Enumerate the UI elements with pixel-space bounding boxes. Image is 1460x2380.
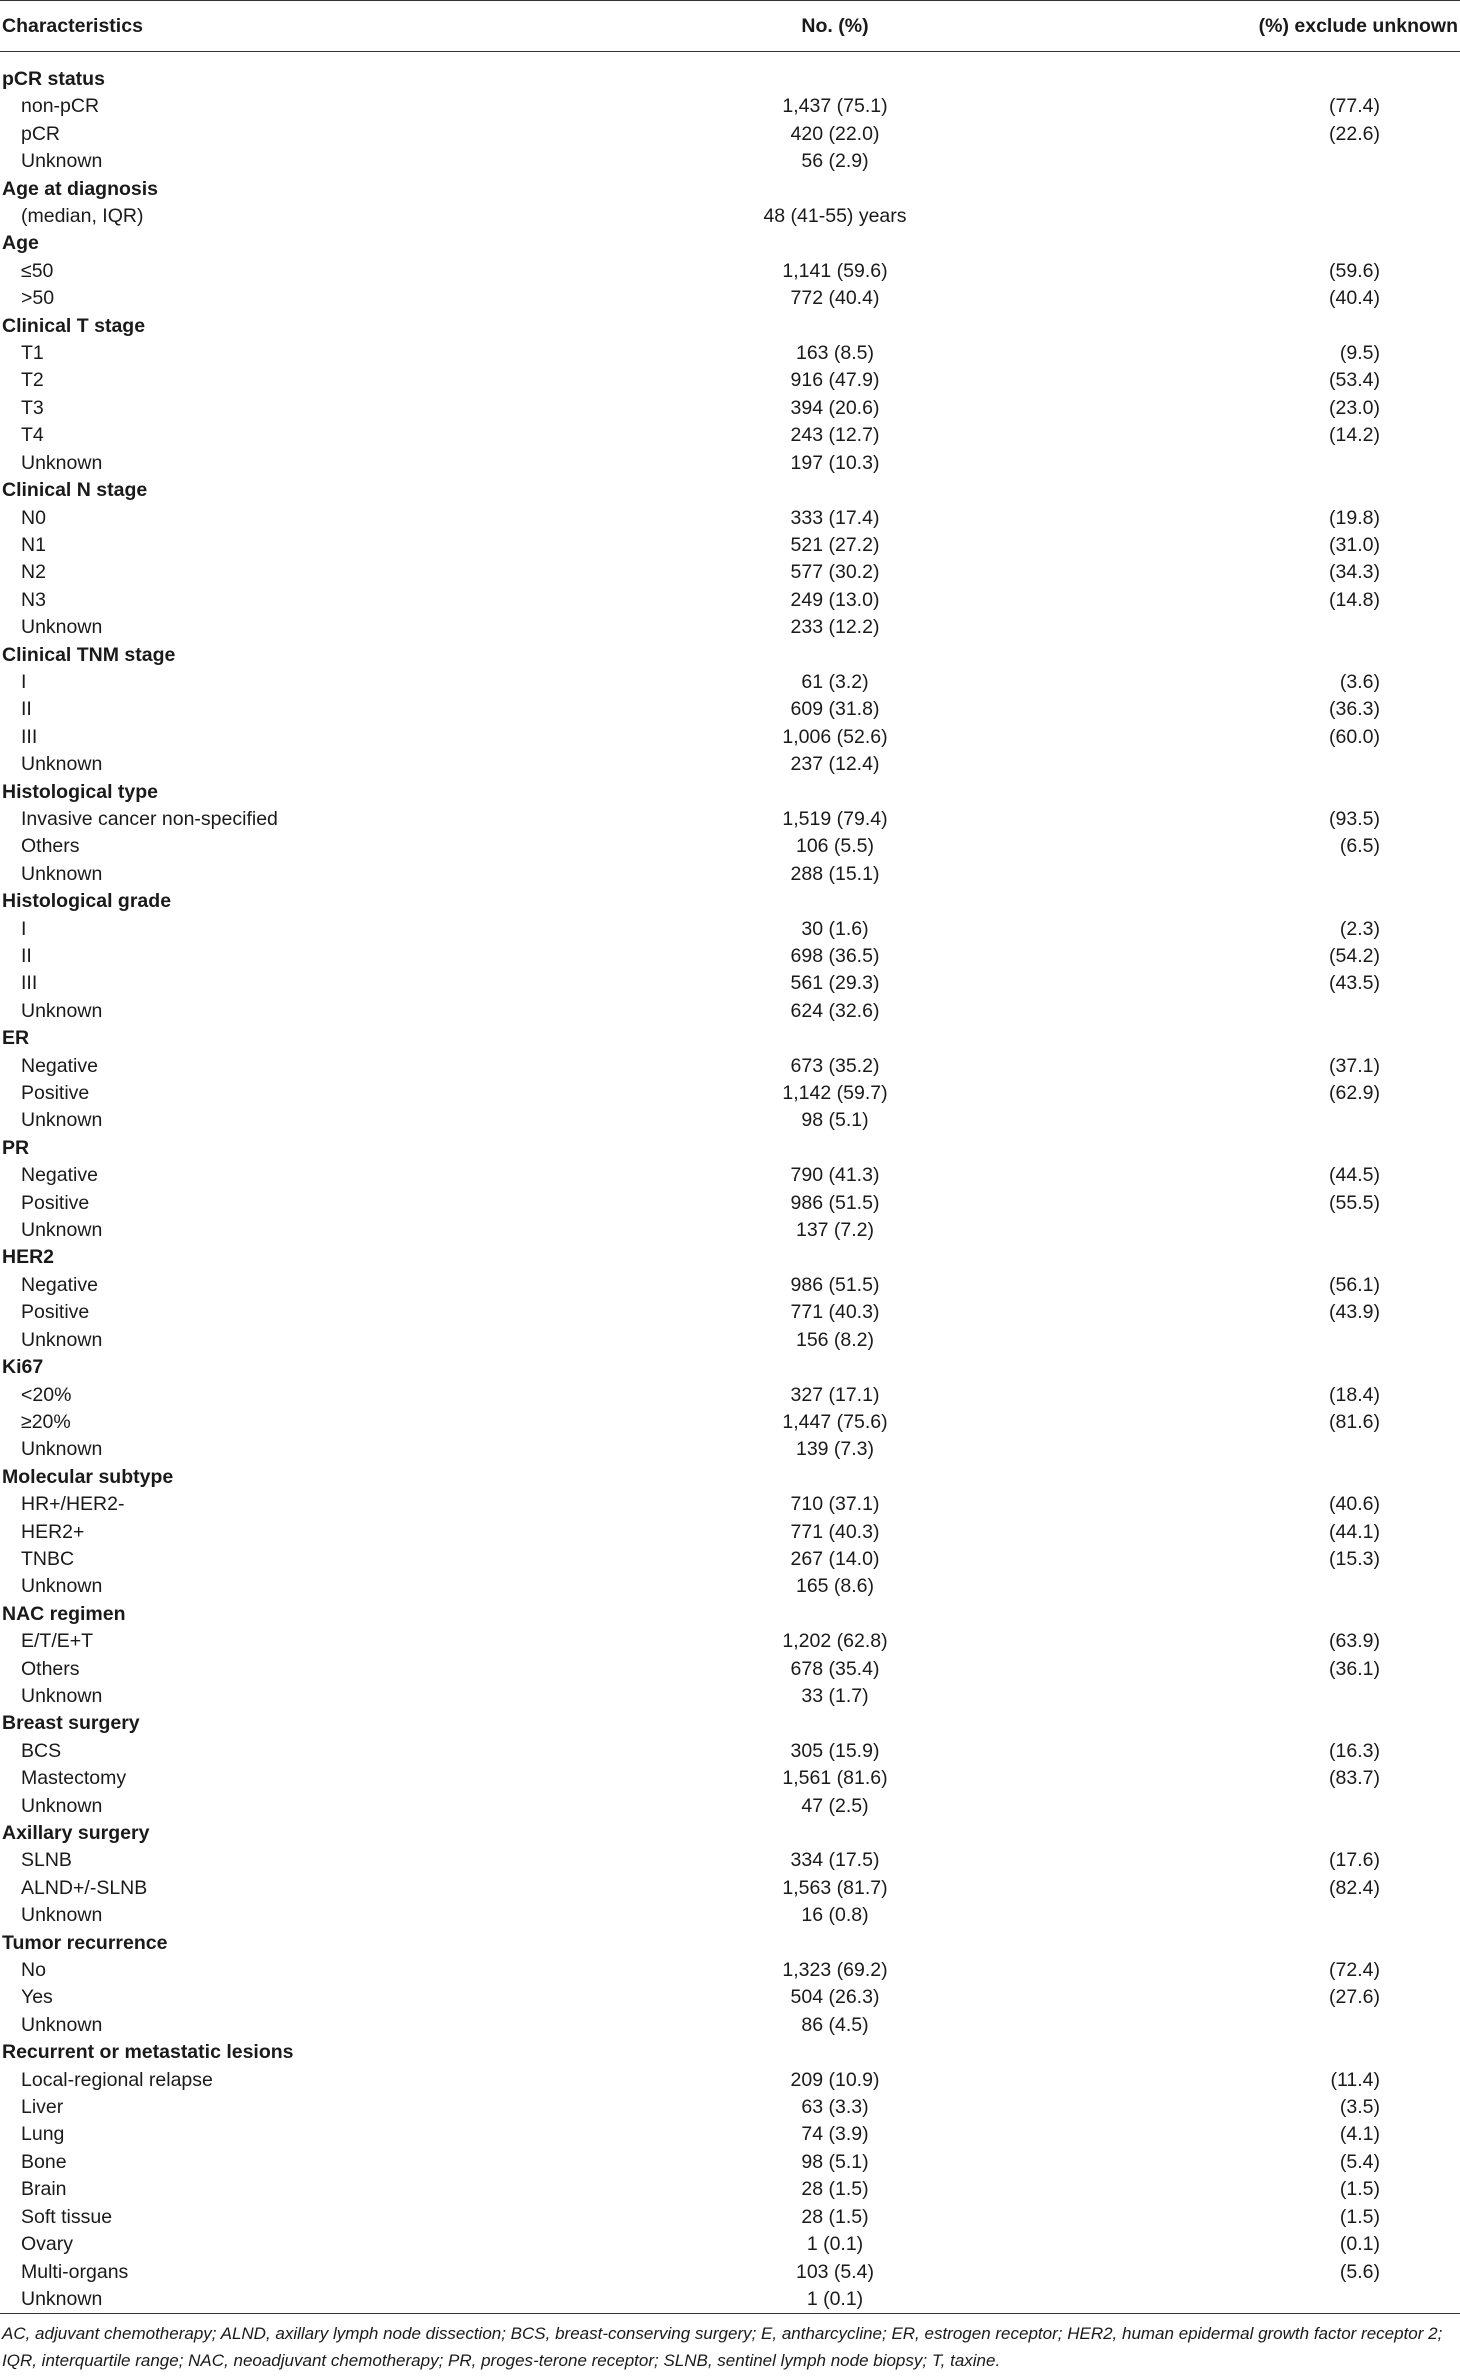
row-exclude-unknown: (11.4) (1330, 2068, 1380, 2091)
table-row (0, 1875, 1460, 1902)
row-exclude-unknown: (14.2) (1329, 424, 1380, 447)
row-exclude-unknown: (56.1) (1329, 1273, 1380, 1296)
row-count: 698 (36.5) (790, 945, 880, 967)
row-label: Unknown (21, 150, 103, 173)
table-row (0, 1436, 1460, 1463)
group-header-row (0, 176, 1460, 203)
row-count: 1,519 (79.4) (782, 807, 888, 830)
table-row (0, 1683, 1460, 1710)
table-body (0, 52, 1460, 2314)
row-count: 61 (3.2) (801, 670, 869, 693)
row-label: Liver (21, 2096, 64, 2119)
row-count: 86 (4.5) (801, 2013, 869, 2036)
row-exclude-unknown: (40.4) (1329, 287, 1380, 310)
row-count: 267 (14.0) (790, 1547, 880, 1570)
group-header-row (0, 1244, 1460, 1271)
table-row (0, 1519, 1460, 1546)
table-row (0, 422, 1460, 449)
table-row (0, 998, 1460, 1025)
row-label: E/T/E+T (21, 1630, 94, 1653)
row-label: II (21, 945, 32, 967)
table-row (0, 2286, 1460, 2314)
row-label: pCR (21, 122, 61, 145)
row-label: Unknown (21, 862, 103, 885)
table-row (0, 1382, 1460, 1409)
row-exclude-unknown (1020, 203, 1460, 230)
row-count: 237 (12.4) (790, 753, 880, 776)
row-count: 1,142 (59.7) (782, 1082, 888, 1105)
table-row (0, 285, 1460, 312)
row-count: 327 (17.1) (790, 1383, 880, 1406)
row-label: Bone (21, 2150, 67, 2173)
table-row (0, 148, 1460, 175)
row-count: 771 (40.3) (790, 1301, 880, 1324)
row-count: 394 (20.6) (790, 396, 880, 419)
row-count: 103 (5.4) (795, 2260, 875, 2283)
row-label: Others (21, 835, 80, 858)
row-label: Invasive cancer non-specified (21, 807, 278, 830)
row-label: Negative (21, 1273, 98, 1296)
row-exclude-unknown: (2.3) (1339, 917, 1380, 940)
row-exclude-unknown (1020, 1793, 1460, 1820)
group-header-row (0, 1025, 1460, 1052)
row-exclude-unknown: (1.5) (1339, 2178, 1380, 2201)
group-header-row (0, 1354, 1460, 1381)
group-header-row (0, 1601, 1460, 1628)
group-title: Clinical TNM stage (2, 643, 176, 666)
row-label: Unknown (21, 451, 103, 474)
row-count: 1,323 (69.2) (782, 1959, 888, 1982)
table-row (0, 2231, 1460, 2258)
table-row (0, 1984, 1460, 2011)
group-title: HER2 (2, 1246, 55, 1269)
row-exclude-unknown (1020, 1327, 1460, 1354)
group-title: Breast surgery (2, 1712, 140, 1735)
row-label: TNBC (21, 1547, 75, 1570)
group-title: Tumor recurrence (2, 1931, 168, 1954)
row-label: BCS (21, 1739, 62, 1762)
table-row (0, 2149, 1460, 2176)
row-count: 577 (30.2) (790, 561, 880, 584)
row-exclude-unknown (1020, 1217, 1460, 1244)
row-exclude-unknown: (93.5) (1329, 807, 1380, 830)
table-row (0, 861, 1460, 888)
row-count: 609 (31.8) (790, 698, 880, 721)
table-row (0, 833, 1460, 860)
row-exclude-unknown (1020, 861, 1460, 888)
row-count: 233 (12.2) (790, 616, 880, 639)
row-count: 139 (7.3) (795, 1438, 875, 1461)
row-label: I (21, 670, 27, 693)
row-exclude-unknown: (44.5) (1329, 1164, 1380, 1187)
row-label: Negative (21, 1054, 98, 1077)
table-row (0, 1628, 1460, 1655)
row-exclude-unknown: (54.2) (1329, 945, 1380, 967)
table-row (0, 970, 1460, 997)
group-title: Recurrent or metastatic lesions (2, 2041, 294, 2064)
table-row (0, 1738, 1460, 1765)
row-exclude-unknown: (55.5) (1329, 1191, 1380, 1214)
table-row (0, 806, 1460, 833)
table-row (0, 669, 1460, 696)
group-title: Clinical T stage (2, 314, 146, 337)
row-label: N2 (21, 561, 46, 584)
table-header (0, 1, 1460, 52)
group-header-row (0, 642, 1460, 669)
row-label: Unknown (21, 1438, 103, 1461)
row-label: HER2+ (21, 1520, 85, 1543)
row-count: 249 (13.0) (790, 588, 880, 611)
row-label: Ovary (21, 2233, 74, 2256)
row-label: ALND+/-SLNB (21, 1876, 148, 1899)
group-header-row (0, 1820, 1460, 1847)
row-label: ≥20% (21, 1410, 71, 1433)
table-row (0, 2259, 1460, 2286)
row-exclude-unknown (1020, 2286, 1460, 2314)
table-row (0, 203, 1460, 230)
row-exclude-unknown: (77.4) (1329, 95, 1380, 118)
group-title: Age at diagnosis (2, 177, 159, 200)
row-exclude-unknown: (19.8) (1329, 506, 1380, 529)
row-exclude-unknown: (62.9) (1329, 1082, 1380, 1105)
row-count: 771 (40.3) (790, 1520, 880, 1543)
row-exclude-unknown (1020, 998, 1460, 1025)
row-exclude-unknown: (18.4) (1329, 1383, 1380, 1406)
table-row (0, 340, 1460, 367)
row-count: 16 (0.8) (801, 1904, 869, 1927)
table-row (0, 1190, 1460, 1217)
row-exclude-unknown: (40.6) (1329, 1493, 1380, 1516)
group-title: Age (2, 232, 39, 255)
row-exclude-unknown: (5.6) (1339, 2260, 1380, 2283)
row-label: Unknown (21, 1684, 103, 1707)
row-exclude-unknown: (60.0) (1329, 725, 1380, 748)
group-header-row (0, 1135, 1460, 1162)
row-count: 56 (2.9) (801, 150, 869, 173)
row-exclude-unknown: (3.5) (1339, 2096, 1380, 2119)
table-row (0, 2012, 1460, 2039)
row-label: Local-regional relapse (21, 2068, 213, 2091)
row-count: 772 (40.4) (790, 287, 880, 310)
row-exclude-unknown (1020, 148, 1460, 175)
table-row (0, 450, 1460, 477)
row-label: T3 (21, 396, 44, 419)
row-count: 678 (35.4) (790, 1657, 880, 1680)
row-label: Unknown (21, 999, 103, 1022)
row-label: N0 (21, 506, 46, 529)
group-header-row (0, 779, 1460, 806)
row-count: 209 (10.9) (790, 2068, 880, 2091)
row-exclude-unknown (1020, 1683, 1460, 1710)
group-title: Axillary surgery (2, 1822, 150, 1844)
row-exclude-unknown: (44.1) (1329, 1520, 1380, 1543)
table-row (0, 1793, 1460, 1820)
table-row (0, 121, 1460, 148)
row-label: Positive (21, 1082, 90, 1105)
table-row (0, 724, 1460, 751)
table-row (0, 916, 1460, 943)
row-label: Positive (21, 1301, 90, 1324)
row-label: Unknown (21, 1328, 103, 1351)
table-row (0, 1107, 1460, 1134)
row-exclude-unknown: (82.4) (1329, 1876, 1380, 1899)
row-exclude-unknown (1020, 2012, 1460, 2039)
row-count: 48 (41-55) years (763, 205, 907, 228)
row-count: 33 (1.7) (801, 1684, 869, 1707)
row-count: 1 (0.1) (806, 2233, 864, 2256)
group-header-row (0, 477, 1460, 504)
table-row (0, 614, 1460, 641)
table-row (0, 1217, 1460, 1244)
row-exclude-unknown: (34.3) (1329, 561, 1380, 584)
table-row (0, 943, 1460, 970)
row-count: 504 (26.3) (790, 1986, 880, 2009)
row-exclude-unknown: (83.7) (1329, 1767, 1380, 1790)
row-count: 1,006 (52.6) (782, 725, 888, 748)
row-count: 710 (37.1) (790, 1493, 880, 1516)
row-label: N3 (21, 588, 46, 611)
table-row (0, 1902, 1460, 1929)
row-count: 1,561 (81.6) (782, 1767, 888, 1790)
row-label: Negative (21, 1164, 98, 1187)
row-count: 288 (15.1) (790, 862, 880, 885)
row-label: <20% (21, 1383, 72, 1406)
group-title: NAC regimen (2, 1602, 126, 1625)
row-exclude-unknown: (27.6) (1329, 1986, 1380, 2009)
row-count: 137 (7.2) (795, 1219, 875, 1242)
table-row (0, 751, 1460, 778)
row-label: >50 (21, 287, 55, 310)
row-label: II (21, 698, 32, 721)
row-exclude-unknown (1020, 1436, 1460, 1463)
row-count: 165 (8.6) (795, 1575, 875, 1598)
group-header-row (0, 1464, 1460, 1491)
row-label: Lung (21, 2123, 65, 2146)
table-row (0, 1409, 1460, 1436)
row-label: T1 (21, 342, 44, 365)
row-count: 521 (27.2) (790, 533, 880, 556)
row-exclude-unknown: (36.3) (1329, 698, 1380, 721)
row-label: SLNB (21, 1849, 72, 1872)
table-row (0, 2176, 1460, 2203)
row-count: 305 (15.9) (790, 1739, 880, 1762)
row-label: III (21, 972, 38, 995)
header-row (0, 1, 1460, 52)
group-header-row (0, 888, 1460, 915)
table-row (0, 367, 1460, 394)
row-count: 1,447 (75.6) (782, 1410, 888, 1433)
row-label: HR+/HER2- (21, 1493, 125, 1516)
table-row (0, 532, 1460, 559)
row-label: Soft tissue (21, 2205, 113, 2228)
table-row (0, 1957, 1460, 1984)
row-label: Brain (21, 2178, 67, 2201)
row-exclude-unknown: (4.1) (1339, 2123, 1380, 2146)
row-count: 28 (1.5) (801, 2178, 869, 2201)
row-label: Unknown (21, 1904, 103, 1927)
table-row (0, 1162, 1460, 1189)
row-exclude-unknown: (0.1) (1339, 2233, 1380, 2256)
row-label: T4 (21, 424, 44, 447)
row-label: non-pCR (21, 95, 100, 118)
row-exclude-unknown: (6.5) (1339, 835, 1380, 858)
row-label: Positive (21, 1191, 90, 1214)
row-count: 163 (8.5) (795, 342, 875, 365)
row-label: ≤50 (21, 259, 54, 282)
row-label: Unknown (21, 1219, 103, 1242)
group-header-row (0, 2039, 1460, 2066)
row-count: 790 (41.3) (790, 1164, 880, 1187)
group-title: Histological grade (2, 890, 172, 913)
group-header-row (0, 230, 1460, 257)
row-label: Yes (21, 1986, 53, 2009)
group-title: ER (2, 1027, 30, 1050)
group-title: Histological type (2, 780, 159, 803)
table-row (0, 2204, 1460, 2231)
row-label: T2 (21, 369, 44, 392)
row-count: 986 (51.5) (790, 1273, 880, 1296)
row-count: 986 (51.5) (790, 1191, 880, 1214)
row-exclude-unknown: (9.5) (1339, 342, 1380, 365)
row-count: 47 (2.5) (801, 1794, 869, 1817)
group-header-row (0, 313, 1460, 340)
table-row (0, 587, 1460, 614)
row-exclude-unknown: (3.6) (1339, 670, 1380, 693)
row-exclude-unknown: (36.1) (1329, 1657, 1380, 1680)
row-label: Unknown (21, 2013, 103, 2036)
table-row (0, 1546, 1460, 1573)
row-exclude-unknown: (53.4) (1329, 369, 1380, 392)
group-title: Molecular subtype (2, 1465, 174, 1488)
row-count: 1,437 (75.1) (782, 95, 888, 118)
table-row (0, 1080, 1460, 1107)
row-exclude-unknown: (63.9) (1329, 1630, 1380, 1653)
header-characteristics: Characteristics (2, 14, 143, 37)
row-count: 63 (3.3) (801, 2096, 869, 2119)
table-row (0, 1327, 1460, 1354)
row-exclude-unknown (1020, 1902, 1460, 1929)
table-row (0, 559, 1460, 586)
table-row (0, 1765, 1460, 1792)
row-exclude-unknown: (37.1) (1329, 1054, 1380, 1077)
table-row (0, 1053, 1460, 1080)
row-exclude-unknown: (81.6) (1329, 1410, 1380, 1433)
header-exclude-unknown: (%) exclude unknown (1258, 14, 1458, 37)
row-count: 197 (10.3) (790, 451, 880, 474)
row-exclude-unknown: (43.9) (1329, 1301, 1380, 1324)
row-count: 28 (1.5) (801, 2205, 869, 2228)
group-title: pCR status (2, 68, 105, 90)
table-row (0, 2121, 1460, 2148)
table-row (0, 395, 1460, 422)
row-label: Unknown (21, 2287, 103, 2310)
table-row (0, 1272, 1460, 1299)
row-exclude-unknown: (14.8) (1329, 588, 1380, 611)
group-header-row (0, 52, 1460, 94)
row-label: I (21, 917, 27, 940)
row-count: 333 (17.4) (790, 506, 880, 529)
row-label: Unknown (21, 1109, 103, 1132)
row-count: 561 (29.3) (790, 972, 880, 995)
row-count: 74 (3.9) (801, 2123, 869, 2146)
row-exclude-unknown: (43.5) (1329, 972, 1380, 995)
table-row (0, 93, 1460, 120)
row-exclude-unknown (1020, 450, 1460, 477)
group-header-row (0, 1930, 1460, 1957)
row-exclude-unknown: (22.6) (1329, 122, 1380, 145)
table-row (0, 1299, 1460, 1326)
row-count: 106 (5.5) (795, 835, 875, 858)
row-label: Others (21, 1657, 80, 1680)
row-count: 243 (12.7) (790, 424, 880, 447)
row-count: 334 (17.5) (790, 1849, 880, 1872)
row-label: N1 (21, 533, 46, 556)
row-exclude-unknown (1020, 614, 1460, 641)
row-label: Unknown (21, 1794, 103, 1817)
group-title: Clinical N stage (2, 479, 148, 502)
row-count: 1,202 (62.8) (782, 1630, 888, 1653)
row-count: 98 (5.1) (801, 1109, 869, 1132)
row-exclude-unknown: (72.4) (1329, 1959, 1380, 1982)
row-count: 420 (22.0) (790, 122, 880, 145)
row-exclude-unknown: (1.5) (1339, 2205, 1380, 2228)
table-row (0, 1491, 1460, 1518)
row-exclude-unknown: (31.0) (1329, 533, 1380, 556)
table-row (0, 2094, 1460, 2121)
row-exclude-unknown: (15.3) (1329, 1547, 1380, 1570)
row-count: 673 (35.2) (790, 1054, 880, 1077)
row-label: Unknown (21, 1575, 103, 1598)
table-row (0, 505, 1460, 532)
row-count: 156 (8.2) (795, 1328, 875, 1351)
row-exclude-unknown: (59.6) (1329, 259, 1380, 282)
row-count: 624 (32.6) (790, 999, 880, 1022)
group-title: Ki67 (2, 1356, 44, 1379)
row-exclude-unknown: (5.4) (1339, 2150, 1380, 2173)
row-count: 1,563 (81.7) (782, 1876, 888, 1899)
table-row (0, 2067, 1460, 2094)
row-label: (median, IQR) (21, 205, 144, 228)
table-row (0, 1847, 1460, 1874)
row-exclude-unknown (1020, 751, 1460, 778)
group-header-row (0, 1710, 1460, 1737)
row-exclude-unknown (1020, 1573, 1460, 1600)
table-row (0, 696, 1460, 723)
table-footnote: AC, adjuvant chemotherapy; ALND, axillary lymph node dissection; BCS, breast-conserving surgery; E, antharcycline; ER, estrogen receptor; HER2, human epidermal growth factor receptor 2; IQR, interquartile range; NAC, neoadjuvant chemotherapy; PR, proges-terone receptor; SLNB, sentinel lymph node biopsy; T, taxine. (2, 2324, 1443, 2370)
header-no-pct: No. (%) (801, 14, 869, 37)
row-label: III (21, 725, 38, 748)
row-label: Unknown (21, 616, 103, 639)
row-count: 30 (1.6) (801, 917, 869, 940)
row-count: 916 (47.9) (790, 369, 880, 392)
row-count: 1,141 (59.6) (782, 259, 888, 282)
row-label: Multi-organs (21, 2260, 129, 2283)
row-exclude-unknown: (16.3) (1329, 1739, 1380, 1762)
group-title: PR (2, 1136, 30, 1159)
row-exclude-unknown: (17.6) (1329, 1849, 1380, 1872)
row-exclude-unknown: (23.0) (1329, 396, 1380, 419)
table-row (0, 1573, 1460, 1600)
row-label: No (21, 1959, 46, 1982)
row-count: 1 (0.1) (806, 2287, 864, 2310)
row-count: 98 (5.1) (801, 2150, 869, 2173)
row-label: Unknown (21, 753, 103, 776)
row-label: Mastectomy (21, 1767, 127, 1790)
table-row (0, 1656, 1460, 1683)
table-row (0, 258, 1460, 285)
row-exclude-unknown (1020, 1107, 1460, 1134)
